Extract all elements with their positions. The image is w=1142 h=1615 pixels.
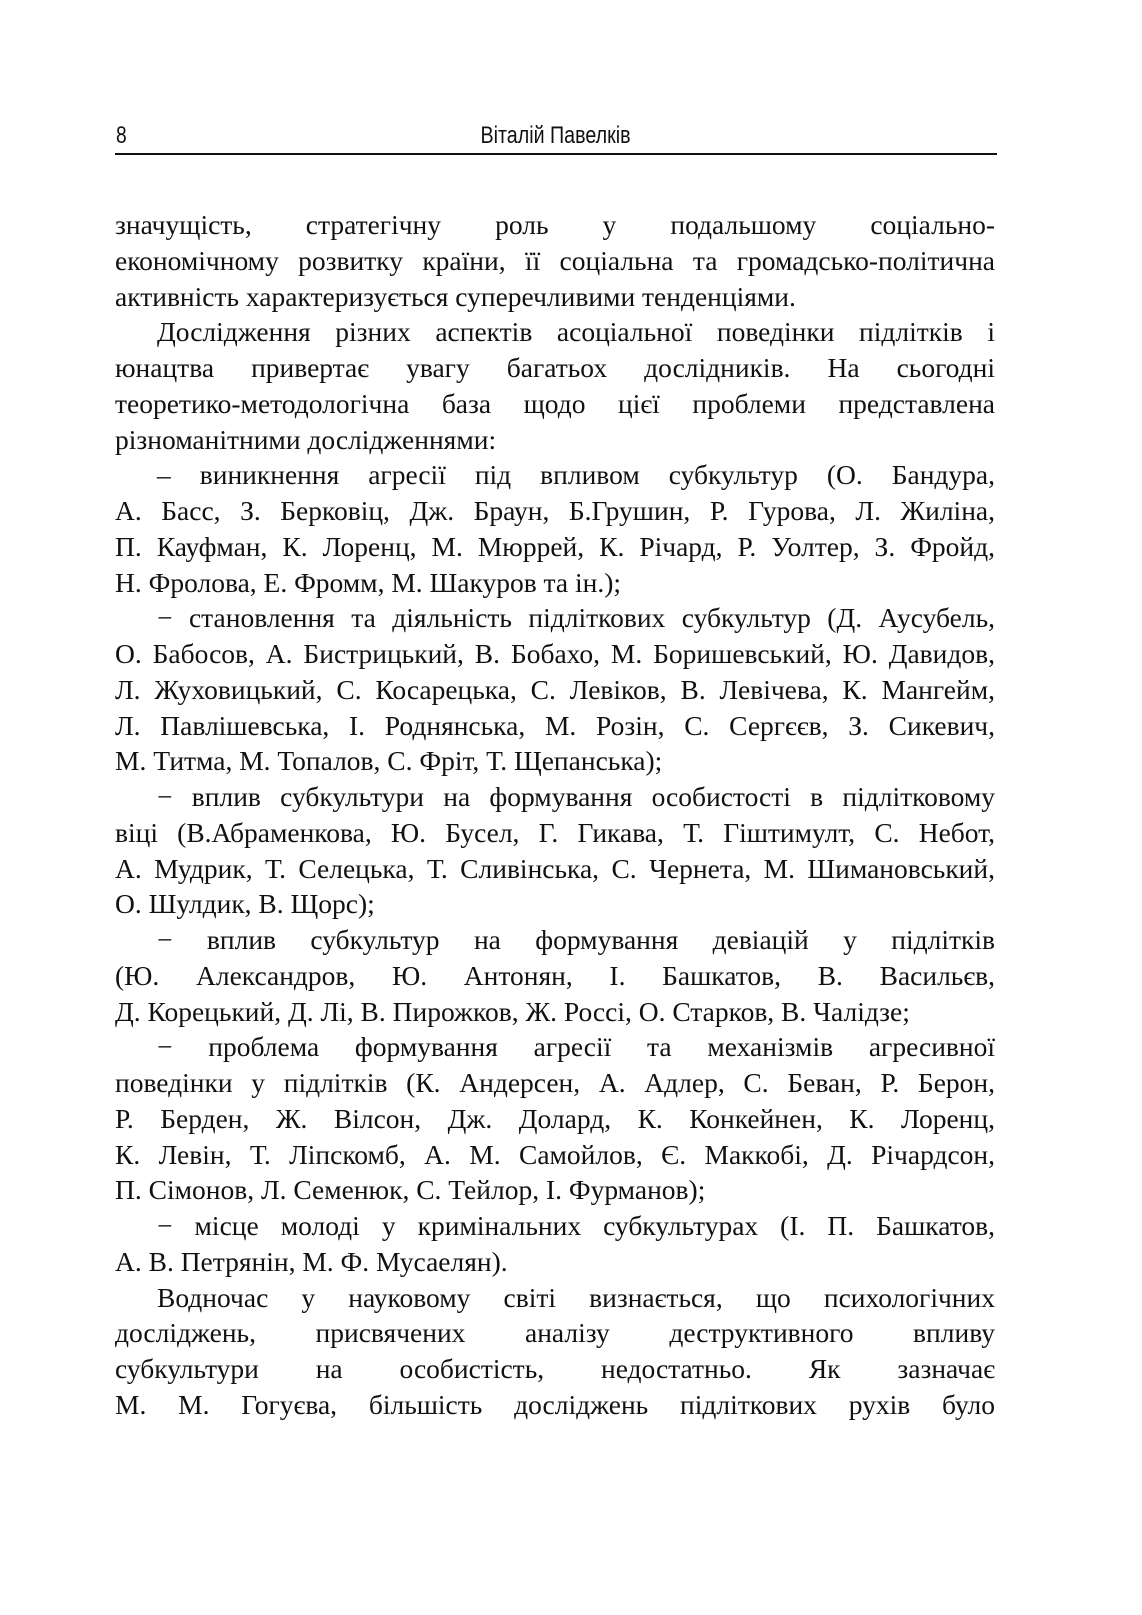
paragraph xyxy=(115,600,995,779)
header-rule xyxy=(115,153,997,155)
text-line: М. М. Гогуєва, більшість досліджень підліткових рухів було xyxy=(115,1388,995,1420)
text-line: юнацтва привертає увагу багатьох дослідників. На сьогодні xyxy=(115,352,995,383)
text-line: субкультури на особистість, недостатньо. Як зазначає xyxy=(115,1353,995,1384)
text-line: О. Бабосов, А. Бистрицький, В. Бобахо, М. Боришевський, Ю. Давидов, xyxy=(115,638,995,669)
paragraph xyxy=(115,779,995,922)
text-line: П. Сімонов, Л. Семенюк, С. Тейлор, І. Фурманов); xyxy=(115,1174,706,1206)
text-line: Л. Жуховицький, С. Косарецька, С. Левіков, В. Левічева, К. Мангейм, xyxy=(115,673,995,705)
text-line: теоретико-методологічна база щодо цієї проблеми представлена xyxy=(115,387,995,419)
page-number: 8 xyxy=(116,122,127,149)
paragraph xyxy=(115,922,995,1029)
text-line: досліджень, присвячених аналізу деструктивного впливу xyxy=(115,1317,995,1349)
page-body xyxy=(115,207,995,1423)
text-line: Водночас у науковому світі визнається, що психологічних xyxy=(157,1281,995,1313)
text-line: − місце молоді у кримінальних субкультурах (І. П. Башкатов, xyxy=(157,1210,995,1241)
text-line: Л. Павлішевська, І. Роднянська, М. Розін, С. Сергєєв, З. Сикевич, xyxy=(115,709,995,741)
text-line: А. В. Петрянін, М. Ф. Мусаелян). xyxy=(115,1245,508,1277)
running-title-text: Віталій Павелків xyxy=(480,122,632,149)
paragraph xyxy=(115,1208,995,1280)
paragraph xyxy=(115,207,995,314)
text-line: активність характеризується суперечливими тенденціями. xyxy=(115,280,796,312)
text-line: П. Кауфман, К. Лоренц, М. Мюррей, К. Річард, Р. Уолтер, З. Фройд, xyxy=(115,530,995,562)
paragraph xyxy=(115,457,995,600)
text-line: − становлення та діяльність підліткових субкультур (Д. Аусубель, xyxy=(157,602,995,634)
text-line: економічному розвитку країни, її соціальна та громадсько-політична xyxy=(115,244,995,276)
text-line: Дослідження різних аспектів асоціальної поведінки підлітків і xyxy=(157,316,995,348)
text-line: М. Титма, М. Топалов, С. Фріт, Т. Щепанська); xyxy=(115,745,663,777)
text-line: Н. Фролова, Е. Фромм, М. Шакуров та ін.); xyxy=(115,566,622,598)
text-line: значущість, стратегічну роль у подальшому соціально- xyxy=(115,209,995,240)
paragraph xyxy=(115,1280,995,1423)
text-line: Д. Корецький, Д. Лі, В. Пирожков, Ж. Россі, О. Старков, В. Чалідзе; xyxy=(115,995,910,1027)
text-line: − вплив субкультур на формування девіацій у підлітків xyxy=(157,924,995,955)
text-line: поведінки у підлітків (К. Андерсен, А. Адлер, С. Беван, Р. Берон, xyxy=(115,1067,995,1098)
paragraph xyxy=(115,1029,995,1208)
text-line: О. Шулдик, В. Щорс); xyxy=(115,888,375,920)
running-title xyxy=(115,122,997,150)
text-line: А. Мудрик, Т. Селецька, Т. Сливінська, С. Чернета, М. Шимановський, xyxy=(115,852,995,884)
text-line: різноманітними дослідженнями: xyxy=(115,423,497,455)
text-line: − проблема формування агресії та механізмів агресивної xyxy=(157,1031,995,1063)
paragraph xyxy=(115,314,995,457)
text-line: К. Левін, Т. Ліпскомб, А. М. Самойлов, Є. Маккобі, Д. Річардсон, xyxy=(115,1138,995,1170)
text-line: Р. Берден, Ж. Вілсон, Дж. Долард, К. Конкейнен, К. Лоренц, xyxy=(115,1102,995,1134)
text-line: − вплив субкультури на формування особистості в підлітковому xyxy=(157,781,995,812)
text-line: А. Басс, З. Берковіц, Дж. Браун, Б.Грушин, Р. Гурова, Л. Жиліна, xyxy=(115,495,995,526)
text-line: (Ю. Александров, Ю. Антонян, І. Башкатов, В. Васильєв, xyxy=(115,959,995,991)
text-line: віці (В.Абраменкова, Ю. Бусел, Г. Гикава, Т. Гіштимулт, С. Небот, xyxy=(115,816,995,848)
text-line: – виникнення агресії під впливом субкультур (О. Бандура, xyxy=(157,459,995,491)
